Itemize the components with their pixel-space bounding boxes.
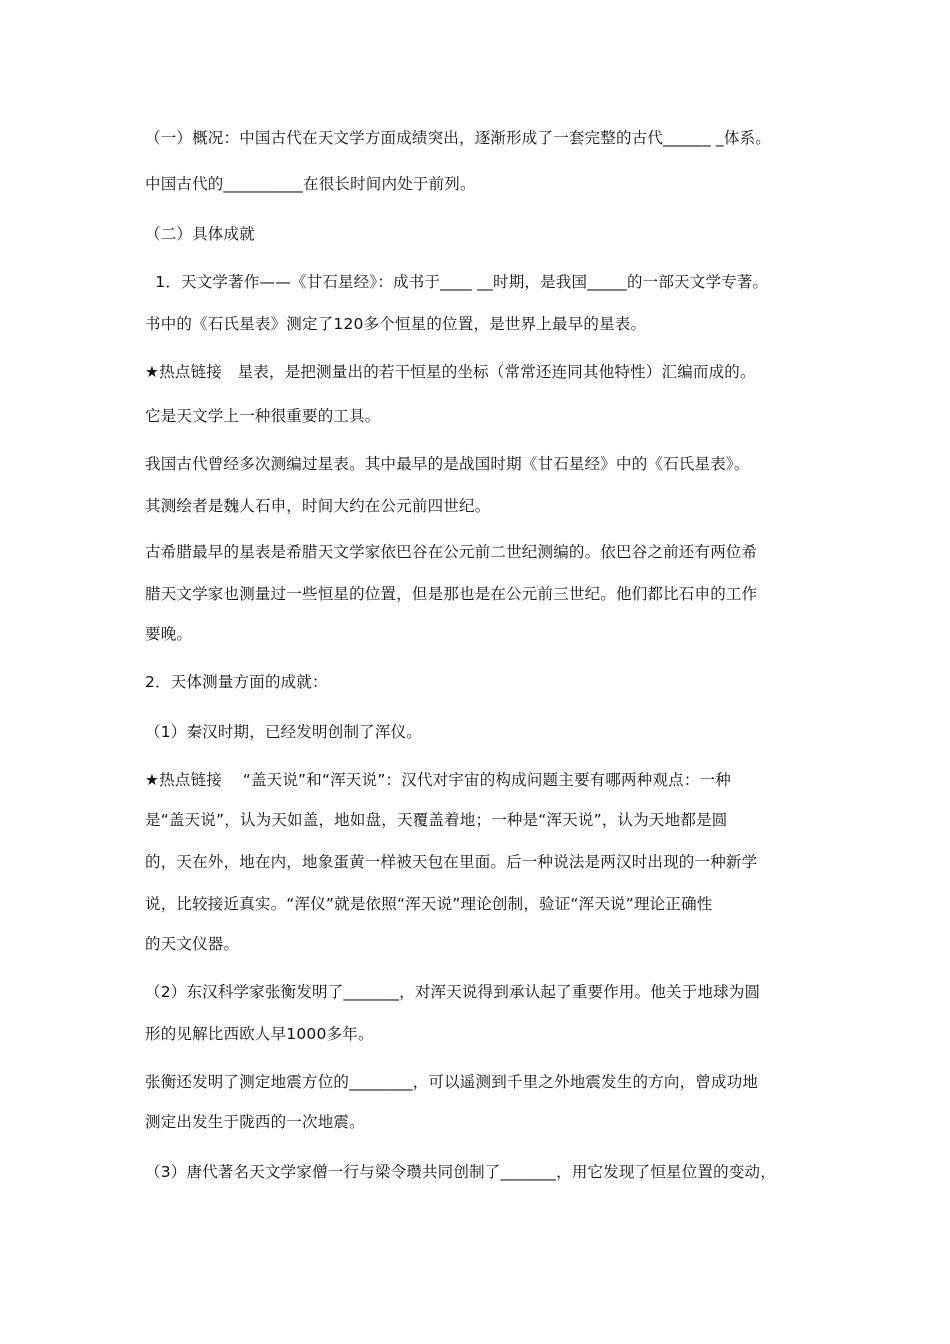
para-greek-line-3: 要晚。 bbox=[145, 625, 193, 643]
hotlink-2-line-5: 的天文仪器。 bbox=[145, 935, 240, 953]
zhangheng-line-2: 测定出发生于陇西的一次地震。 bbox=[145, 1113, 365, 1131]
hotlink-2-line-4: 说，比较接近真实。“浑仪”就是依照“浑天说”理论创制，验证“浑天说”理论正确性 bbox=[145, 895, 713, 913]
item-2-sub-2-line-1: （2）东汉科学家张衡发明了_______，对浑天说得到承认起了重要作用。他关于地球为圆 bbox=[145, 983, 761, 1001]
item-1-line-2: 书中的《石氏星表》测定了120多个恒星的位置，是世界上最早的星表。 bbox=[145, 315, 647, 333]
para-greek-line-1: 古希腊最早的星表是希腊天文学家依巴谷在公元前二世纪测编的。依巴谷之前还有两位希 bbox=[145, 543, 758, 561]
item-2-sub-2-line-2: 形的见解比西欧人早1000多年。 bbox=[145, 1025, 374, 1043]
item-2-heading: 2．天体测量方面的成就： bbox=[145, 673, 328, 691]
item-1-line-1: 1．天文学著作——《甘石星经》：成书于____ __时期，是我国_____的一部天文学专著。 bbox=[145, 273, 769, 291]
overview-line-2: 中国古代的__________在很长时间内处于前列。 bbox=[145, 175, 476, 193]
item-2-sub-1: （1）秦汉时期，已经发明创制了浑仪。 bbox=[145, 723, 422, 741]
para-shi-line-2: 其测绘者是魏人石申，时间大约在公元前四世纪。 bbox=[145, 497, 491, 515]
zhangheng-line-1: 张衡还发明了测定地震方位的________，可以遥测到千里之外地震发生的方向，曾成功地 bbox=[145, 1073, 759, 1091]
overview-line-1: （一）概况：中国古代在天文学方面成绩突出，逐渐形成了一套完整的古代______ _体系。 bbox=[145, 129, 771, 147]
para-shi-line-1: 我国古代曾经多次测编过星表。其中最早的是战国时期《甘石星经》中的《石氏星表》。 bbox=[145, 455, 750, 473]
hotlink-2-line-3: 的，天在外，地在内，地象蛋黄一样被天包在里面。后一种说法是两汉时出现的一种新学 bbox=[145, 853, 758, 871]
hotlink-1-line-1: ★热点链接 星表，是把测量出的若干恒星的坐标（常常还连同其他特性）汇编而成的。 bbox=[145, 363, 756, 381]
hotlink-1-line-2: 它是天文学上一种很重要的工具。 bbox=[145, 407, 381, 425]
hotlink-2-line-2: 是“盖天说”，认为天如盖，地如盘，天覆盖着地；一种是“浑天说”，认为天地都是圆 bbox=[145, 811, 728, 829]
hotlink-2-line-1: ★热点链接 “盖天说”和“浑天说”：汉代对宇宙的构成问题主要有哪两种观点：一种 bbox=[145, 771, 731, 789]
para-greek-line-2: 腊天文学家也测量过一些恒星的位置，但是那也是在公元前三世纪。他们都比石申的工作 bbox=[145, 585, 758, 603]
item-2-sub-3-line-1: （3）唐代著名天文学家僧一行与梁令瓒共同创制了_______，用它发现了恒星位置的变动， bbox=[145, 1163, 776, 1181]
section-2-heading: （二）具体成就 bbox=[145, 225, 255, 243]
